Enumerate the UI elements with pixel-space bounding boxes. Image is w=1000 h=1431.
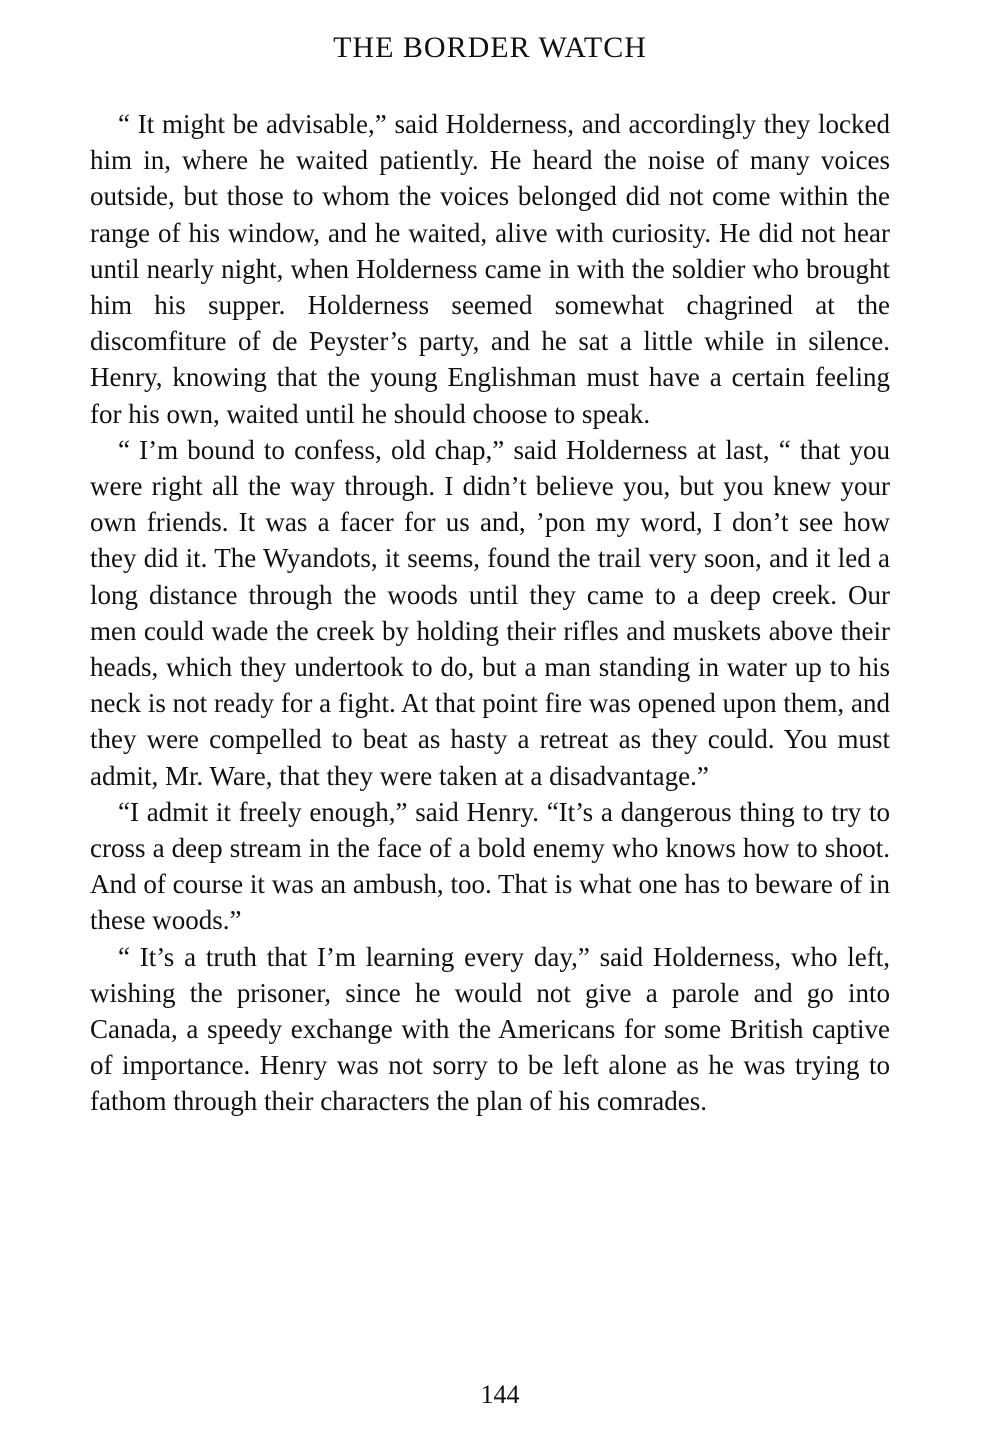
paragraph-3: “I admit it freely enough,” said Henry. “It’s a dangerous thing to try to cross a deep stream in the face of a bold enemy who knows how to shoot. And of course it was an ambush, too. That is what one has to beware of in these woods.” [90,796,890,936]
paragraph-4: “ It’s a truth that I’m learning every day,” said Holderness, who left, wishing the prisoner, since he would not give a parole and go into Canada, a speedy exchange with the Americans for some British captive of importance. Henry was not sorry to be left alone as he was trying to fathom through their characters the plan of his comrades. [90,941,890,1117]
page-number: 144 [480,1380,520,1409]
book-page [90,28,890,1120]
running-head: THE BORDER WATCH [333,31,647,64]
paragraph-1: “ It might be advisable,” said Holderness, and accordingly they locked him in, where he waited patiently. He heard the noise of many voices outside, but those to whom the voices belonged did not come within the range of his window, and he waited, alive with curiosity. He did not hear until nearly night, when Holderness came in with the soldier who brought him his supper. Holderness seemed somewhat chagrined at the discomfiture of de Peyster’s party, and he sat a little while in silence. Henry, knowing that the young Englishman must have a certain feeling for his own, waited until he should choose to speak. [90,109,890,429]
paragraph-2: “ I’m bound to confess, old chap,” said Holderness at last, “ that you were right all the way through. I didn’t believe you, but you knew your own friends. It was a facer for us and, ’pon my word, I don’t see how they did it. The Wyandots, it seems, found the trail very soon, and it led a long distance through the woods until they came to a deep creek. Our men could wade the creek by holding their rifles and muskets above their heads, which they undertook to do, but a man standing in water up to his neck is not ready for a fight. At that point fire was opened upon them, and they were compelled to beat as hasty a retreat as they could. You must admit, Mr. Ware, that they were taken at a disadvantage.” [90,434,890,791]
